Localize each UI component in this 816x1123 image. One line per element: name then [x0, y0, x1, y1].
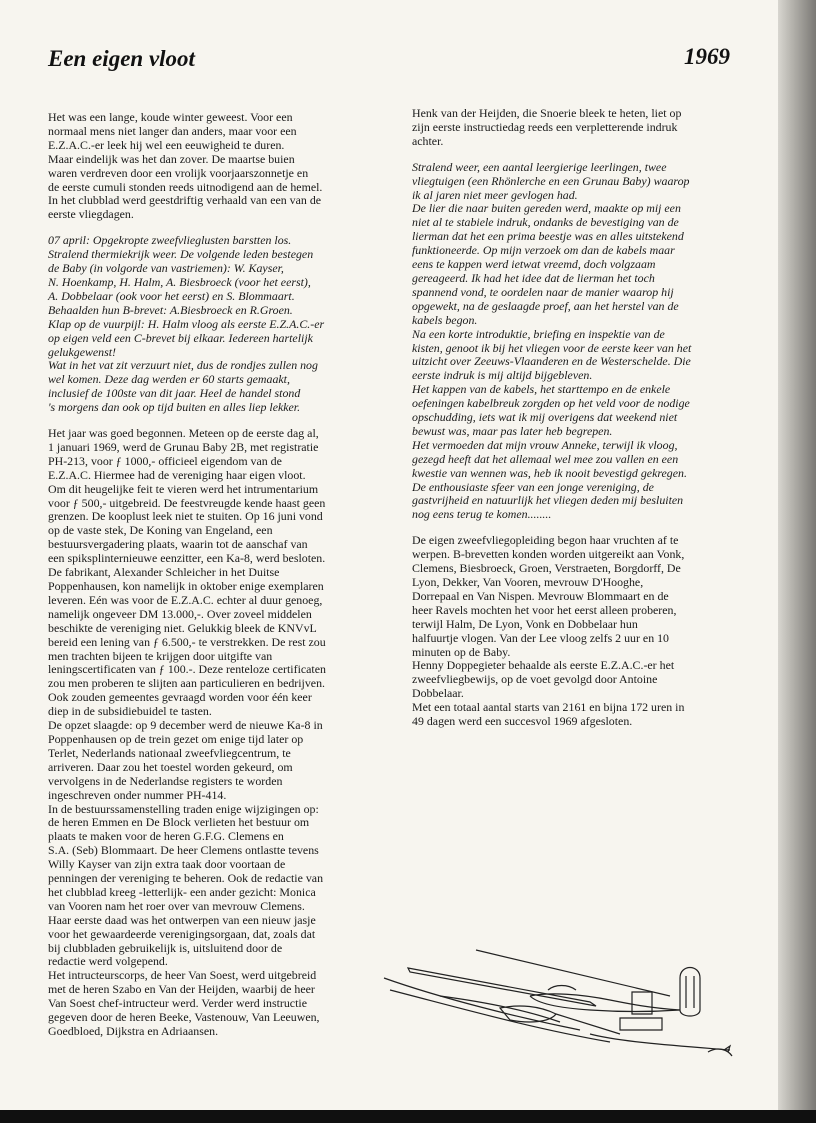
- text-line: namelijk ongeveer DM 13.000,-. Over zoveel middelen: [48, 606, 312, 621]
- text-line: de Baby (in volgorde van vastriemen): W. Kayser,: [48, 261, 284, 276]
- text-line: redactie werd volgepend.: [48, 954, 168, 969]
- text-line: leningscertificaten van ƒ 100.-. Deze renteloze certificaten: [48, 662, 326, 677]
- glider-sketch-icon: [380, 938, 760, 1068]
- text-line: een spiksplinternieuwe eenzitter, een Ka-8, werd besloten.: [48, 551, 326, 566]
- text-line: Poppenhausen, kon namelijk in oktober enige exemplaren: [48, 579, 324, 593]
- text-line: 's morgens dan ook op tijd buiten en alles liep lekker.: [48, 400, 301, 415]
- text-line: Henny Doppegieter behaalde als eerste E.Z.A.C.-er het: [412, 658, 675, 673]
- text-line: PH-213, voor ƒ 1000,- officieel eigendom van de: [48, 453, 282, 468]
- right-column: [412, 107, 742, 729]
- text-line: 07 april: Opgekropte zweefvlieglusten barstten los.: [48, 233, 292, 248]
- text-line: kisten, genoot ik bij het vliegen voor de eerste keer van het: [412, 340, 692, 355]
- bottom-edge: [0, 1110, 816, 1123]
- text-line: In het clubblad werd geestdriftig verhaald van een van de: [48, 193, 322, 208]
- quote-paragraph: [412, 161, 742, 523]
- text-line: opschudding, iets wat ik mij overigens dat weekend niet: [412, 410, 678, 425]
- text-line: bewust was, maar pas later heb begrepen.: [412, 423, 613, 438]
- text-line: bereid een lening van ƒ 6.500,- te verstrekken. De rest zou: [48, 634, 326, 649]
- quote-paragraph: [48, 234, 388, 415]
- page-title: Een eigen vloot: [48, 46, 195, 71]
- text-line: bij clubbladen gebruikelijk is, uitsluitend door de: [48, 940, 283, 955]
- text-line: nog eens terug te komen........: [412, 507, 552, 522]
- text-line: achter.: [412, 133, 444, 148]
- text-line: wel komen. Deze dag werden er 60 starts gemaakt,: [48, 372, 290, 387]
- body-paragraph: [48, 427, 388, 1039]
- text-line: voor ƒ 500,- uitgebreid. De feestvreugde kende haast geen: [48, 495, 326, 510]
- text-line: Stralend thermiekrijk weer. De volgende leden bestegen: [48, 247, 314, 262]
- text-line: Terlet, Nederlands nationaal zweefvliegcentrum, te: [48, 745, 291, 760]
- text-line: beschikte de vereniging niet. Gelukkig bleek de KNVvL: [48, 620, 317, 635]
- text-line: De enthousiaste sfeer van een jonge vereniging, de: [412, 479, 654, 494]
- text-line: vervolgens in de Nederlandse registers te worden: [48, 773, 283, 788]
- text-line: met de heren Szabo en Van der Heijden, waarbij de heer: [48, 982, 315, 997]
- text-line: Henk van der Heijden, die Snoerie bleek te heten, liet op: [412, 106, 682, 120]
- text-line: Goedbloed, Dijkstra en Adriaansen.: [48, 1024, 219, 1038]
- text-line: Het intructeurscorps, de heer Van Soest, werd uitgebreid: [48, 968, 317, 983]
- text-line: arriveren. Daar zou het toestel worden gekeurd, om: [48, 759, 293, 774]
- text-line: lierman dat het een prima beestje was en alles uitstekend: [412, 229, 684, 244]
- text-line: minuten op de Baby.: [412, 644, 511, 659]
- text-line: kwestie van wennen was, heb ik nooit bevestigd gekregen.: [412, 465, 687, 480]
- text-line: oefeningen kabelbreuk zorgden op het veld voor de nodige: [412, 396, 690, 411]
- text-line: Het was een lange, koude winter geweest. Voor een: [48, 110, 293, 124]
- text-line: funktioneerde. Op mijn verzoek om dan de kabels maar: [412, 243, 675, 258]
- text-line: bestuursvergadering plaats, waarin tot de aanschaf van: [48, 537, 308, 552]
- text-line: waren verdreven door een vrolijk voorjaarszonnetje en: [48, 165, 309, 180]
- text-line: normaal mens niet langer dan anders, maar voor een: [48, 123, 297, 138]
- intro-paragraph: [48, 111, 388, 222]
- text-line: Dobbelaar.: [412, 686, 464, 701]
- text-line: Het vermoeden dat mijn vrouw Anneke, terwijl ik vloog,: [412, 437, 678, 452]
- text-line: uitzicht over Zeeuws-Vlaanderen en de Westerschelde. Die: [412, 354, 691, 369]
- text-line: eerste indruk is mij altijd bijgebleven.: [412, 368, 593, 383]
- left-column: [48, 111, 388, 1039]
- text-line: Wat in het vat zit verzuurt niet, dus de rondjes zullen nog: [48, 358, 318, 373]
- text-line: gezegd heeft dat het allemaal wel mee zou vallen en een: [412, 451, 679, 466]
- text-line: voor het gewaardeerde verenigingsorgaan, dat, zoals dat: [48, 926, 316, 941]
- text-line: De opzet slaagde: op 9 december werd de nieuwe Ka-8 in: [48, 718, 323, 733]
- text-line: E.Z.A.C. Hiermee had de vereniging haar eigen vloot.: [48, 467, 306, 482]
- text-line: eerste vliegdagen.: [48, 207, 134, 222]
- text-line: Het kappen van de kabels, het starttempo en de enkele: [412, 382, 671, 397]
- text-line: men trachten bijeen te krijgen door uitgifte van: [48, 648, 273, 663]
- text-line: op eigen veld een C-brevet bij elkaar. Iedereen hartelijk: [48, 330, 313, 345]
- text-line: zou men proberen te slijten aan particulieren en bedrijven.: [48, 676, 326, 691]
- text-line: 49 dagen werd een succesvol 1969 afgesloten.: [412, 714, 633, 729]
- text-line: Het jaar was goed begonnen. Meteen op de eerste dag al,: [48, 426, 319, 441]
- page-edge: [778, 0, 816, 1110]
- text-line: penningen der vereniging te beheren. Ook de redactie van: [48, 871, 324, 886]
- intro-paragraph: [412, 107, 742, 149]
- text-line: Haar eerste daad was het ontwerpen van een nieuw jasje: [48, 912, 316, 927]
- text-line: werpen. B-brevetten konden worden uitgereikt aan Vonk,: [412, 547, 685, 562]
- text-line: grenzen. De kooplust leek niet te stuiten. Op 16 juni vond: [48, 509, 323, 524]
- text-line: gastvrijheid en natuurlijk het vliegen deden mij besluiten: [412, 493, 684, 508]
- text-line: Dorrepaal en Van Nispen. Mevrouw Blommaart en de: [412, 588, 669, 603]
- text-line: ingeschreven onder nummer PH-414.: [48, 787, 227, 802]
- text-line: opgewekt, na de geslaagde proef, aan het herstel van de: [412, 298, 679, 313]
- text-line: Met een totaal aantal starts van 2161 en bijna 172 uren in: [412, 700, 685, 715]
- body-paragraph: [412, 534, 742, 729]
- page-year: 1969: [684, 44, 730, 69]
- text-line: Klap op de vuurpijl: H. Halm vloog als eerste E.Z.A.C.-er: [48, 316, 325, 331]
- text-line: In de bestuurssamenstelling traden enige wijzigingen op:: [48, 801, 319, 816]
- text-line: Lyon, Dekker, Van Vooren, mevrouw D'Hooghe,: [412, 575, 644, 589]
- text-line: kabels begon.: [412, 312, 478, 327]
- text-line: gelukgewenst!: [48, 344, 117, 359]
- text-line: zijn eerste instructiedag reeds een verpletterende indruk: [412, 119, 678, 134]
- text-line: niet al te stabiele indruk, ondanks de bevestiging van de: [412, 215, 679, 230]
- text-line: De lier die naar buiten gereden werd, maakte op mij een: [412, 201, 681, 216]
- text-line: Van Soest chef-intructeur werd. Verder werd instructie: [48, 996, 307, 1011]
- text-line: Om dit heugelijke feit te vieren werd het intrumentarium: [48, 481, 319, 496]
- text-line: diep in de subsidiebuidel te tasten.: [48, 704, 212, 719]
- text-line: Stralend weer, een aantal leergierige leerlingen, twee: [412, 159, 667, 174]
- text-line: terwijl Halm, De Lyon, Vonk en Dobbelaar hun: [412, 616, 638, 631]
- text-line: A. Dobbelaar (ook voor het eerst) en S. Blommaart.: [48, 288, 295, 303]
- text-line: leveren. Eén was voor de E.Z.A.C. echter al duur genoeg,: [48, 592, 323, 607]
- text-line: spannend vond, te oordelen naar de manier waarop hij: [412, 284, 674, 299]
- text-line: plaats te maken voor de heren G.F.G. Clemens en: [48, 829, 284, 844]
- text-line: Willy Kayser van zijn extra taak door voortaan de: [48, 857, 286, 872]
- text-line: ik al jaren niet meer gevlogen had.: [412, 187, 578, 202]
- text-line: Poppenhausen op de trein gezet om enige tijd later op: [48, 731, 304, 746]
- text-line: N. Hoenkamp, H. Halm, A. Biesbroeck (voor het eerst),: [48, 274, 311, 289]
- text-line: het clubblad kreeg -letterlijk- een ander gezicht: Monica: [48, 884, 316, 899]
- text-line: de eerste cumuli stonden reeds uitnodigend aan de hemel.: [48, 179, 323, 194]
- text-line: vliegtuigen (een Rhönlerche en een Grunau Baby) waarop: [412, 173, 690, 188]
- text-line: eens te kappen werd ietwat vreemd, doch volgzaam: [412, 257, 656, 272]
- text-line: van Vooren nam het roer over van mevrouw Clemens.: [48, 898, 305, 913]
- text-line: gegeven door de heren Beeke, Vastenouw, Van Leeuwen,: [48, 1010, 320, 1025]
- text-line: gereageerd. Ik had het idee dat de lierman het toch: [412, 270, 655, 285]
- text-line: Clemens, Biesbroeck, Groen, Verstraeten, Borgdorff, De: [412, 561, 681, 576]
- text-line: S.A. (Seb) Blommaart. De heer Clemens ontlastte tevens: [48, 843, 319, 858]
- text-line: 1 januari 1969, werd de Grunau Baby 2B, met registratie: [48, 439, 319, 454]
- text-line: Ook zouden gemeentes gevraagd worden voor één keer: [48, 690, 312, 705]
- text-line: inclusief de 100ste van dit jaar. Heel de handel stond: [48, 386, 301, 401]
- text-line: halfuurtje vlogen. Van der Lee vloog zelfs 2 uur en 10: [412, 630, 670, 645]
- text-line: heer Ravels mochten het voor het eerst alleen proberen,: [412, 602, 677, 617]
- text-line: Behaalden hun B-brevet: A.Biesbroeck en R.Groen.: [48, 302, 293, 317]
- text-line: de heren Emmen en De Block verlieten het bestuur om: [48, 815, 310, 830]
- text-line: De fabrikant, Alexander Schleicher in het Duitse: [48, 565, 280, 580]
- text-line: zweefvliegbewijs, op de voet gevolgd door Antoine: [412, 672, 658, 687]
- text-line: De eigen zweefvliegopleiding begon haar vruchten af te: [412, 533, 679, 548]
- text-line: Na een korte introduktie, briefing en inspektie van de: [412, 326, 665, 341]
- text-line: Maar eindelijk was het dan zover. De maartse buien: [48, 151, 295, 166]
- text-line: E.Z.A.C.-er leek hij wel een eeuwigheid te duren.: [48, 137, 285, 152]
- text-line: op de vaste stek, De Koning van Engeland, een: [48, 523, 273, 538]
